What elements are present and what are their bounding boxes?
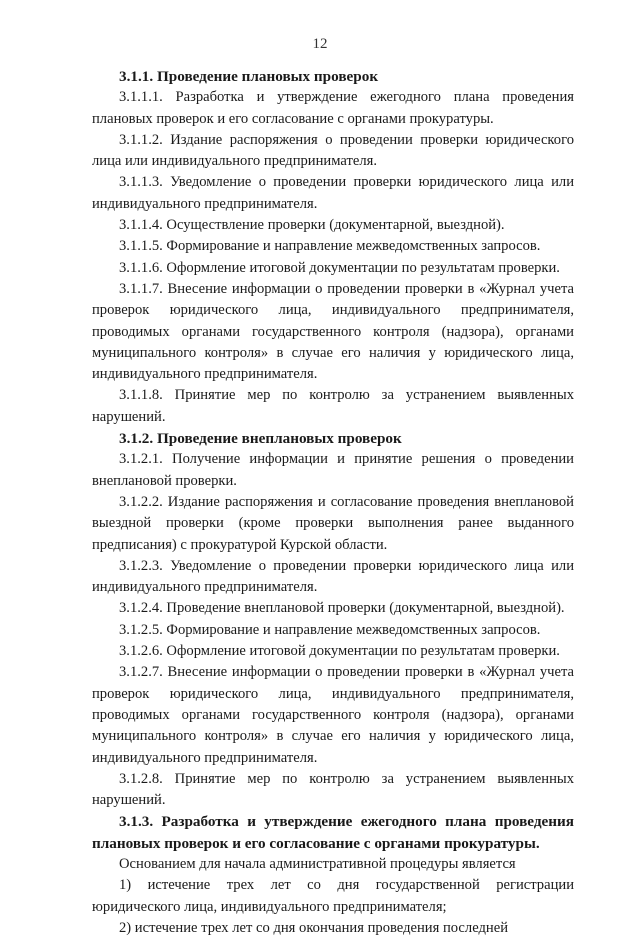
- section-heading: 3.1.3. Разработка и утверждение ежегодного плана проведения плановых проверок и его согласование с органами прокуратуры.: [92, 813, 574, 852]
- paragraph: 1) истечение трех лет со дня государственной регистрации юридического лица, индивидуального предпринимателя;: [92, 877, 574, 915]
- paragraph: 3.1.2.7. Внесение информации о проведении проверки в «Журнал учета проверок юридического лица, индивидуального предпринимателя, проводимых органами государственного контроля (надзора), органами муниципального контроля» в случае его наличия у юридического лица, индивидуального предпринимателя.: [92, 664, 574, 766]
- paragraph: 3.1.1.6. Оформление итоговой документации по результатам проверки.: [119, 259, 560, 276]
- paragraph: 3.1.2.8. Принятие мер по контролю за устранением выявленных нарушений.: [92, 770, 574, 809]
- page-number: 12: [312, 36, 328, 52]
- document-body: [92, 66, 574, 939]
- paragraph: 3.1.2.2. Издание распоряжения и согласование проведения внеплановой выездной проверки (кроме проверки выполнения ранее выданного предписания) с прокуратурой Курской области.: [92, 493, 574, 553]
- paragraph: 3.1.2.1. Получение информации и принятие решения о проведении внеплановой проверки.: [92, 451, 574, 489]
- paragraph: 3.1.2.3. Уведомление о проведении проверки юридического лица или индивидуального предпринимателя.: [92, 557, 574, 596]
- paragraph: 3.1.1.7. Внесение информации о проведении проверки в «Журнал учета проверок юридического лица, индивидуального предпринимателя, проводимых органами государственного контроля (надзора), органами муниципального контроля» в случае его наличия у юридического лица, индивидуального предпринимателя.: [92, 280, 574, 383]
- paragraph: 3.1.2.4. Проведение внеплановой проверки (документарной, выездной).: [119, 600, 565, 617]
- paragraph: Основанием для начала административной процедуры является: [119, 855, 516, 872]
- paragraph: 3.1.1.8. Принятие мер по контролю за устранением выявленных нарушений.: [92, 387, 574, 425]
- paragraph: 3.1.2.5. Формирование и направление межведомственных запросов.: [119, 621, 541, 638]
- paragraph: 3.1.1.5. Формирование и направление межведомственных запросов.: [119, 238, 541, 255]
- section-heading: 3.1.2. Проведение внеплановых проверок: [119, 430, 402, 448]
- section-heading: 3.1.1. Проведение плановых проверок: [119, 68, 379, 85]
- paragraph: 3.1.2.6. Оформление итоговой документации по результатам проверки.: [119, 643, 560, 660]
- paragraph: 3.1.1.3. Уведомление о проведении проверки юридического лица или индивидуального предпринимателя.: [92, 174, 574, 212]
- paragraph: 3.1.1.4. Осуществление проверки (документарной, выездной).: [119, 217, 505, 234]
- paragraph: 3.1.1.2. Издание распоряжения о проведении проверки юридического лица или индивидуального предпринимателя.: [92, 131, 574, 170]
- paragraph: 3.1.1.1. Разработка и утверждение ежегодного плана проведения плановых проверок и его согласование с органами прокуратуры.: [92, 89, 574, 127]
- paragraph: 2) истечение трех лет со дня окончания проведения последней: [119, 919, 508, 936]
